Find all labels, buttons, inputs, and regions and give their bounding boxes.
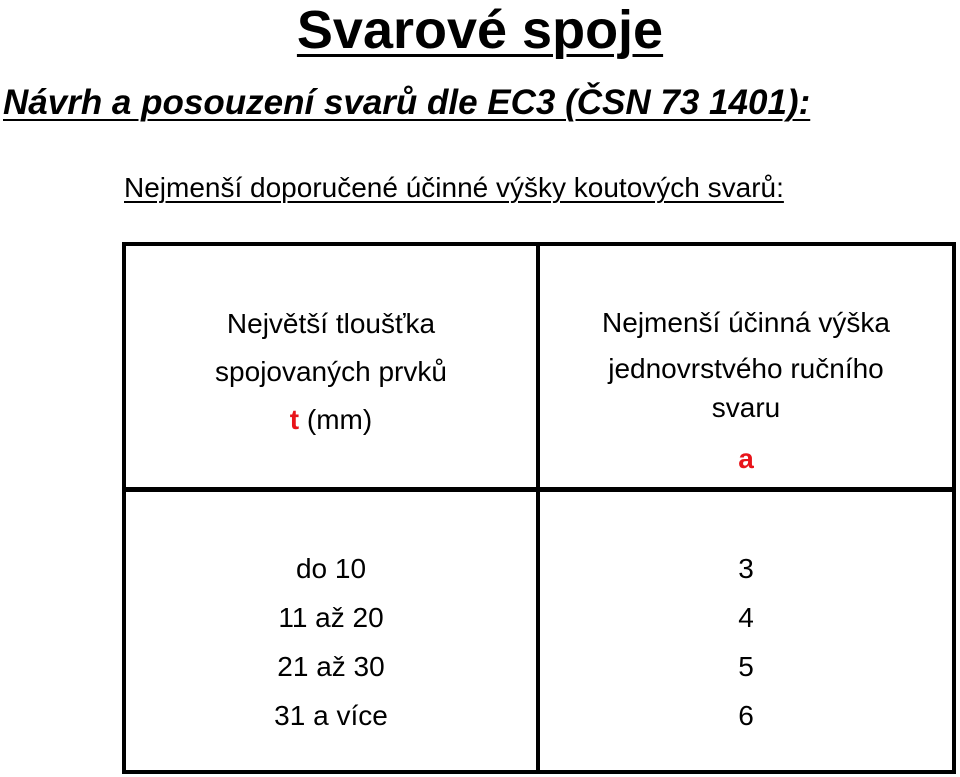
table-column-thickness: [126, 544, 536, 740]
header-thickness-line2: spojovaných prvků: [215, 356, 447, 387]
header-throat-line2: jednovrstvého ručního: [608, 353, 884, 384]
table-cell-thickness: 21 až 30: [277, 651, 385, 682]
header-throat-line1: Nejmenší účinná výška: [602, 307, 890, 338]
header-thickness-symbol-line: [126, 396, 536, 444]
page-title-text: Svarové spoje: [296, 0, 664, 60]
header-thickness-line1: Největší tloušťka: [226, 308, 436, 339]
table-cell-throat: 4: [738, 602, 754, 633]
page-subtitle: Návrh a posouzení svarů dle EC3 (ČSN 73 1401):: [3, 83, 811, 122]
table-column-throat: [540, 544, 952, 740]
table-cell-thickness: 11 až 20: [278, 602, 384, 633]
page-title: [0, 0, 960, 60]
thickness-symbol: t: [289, 404, 300, 435]
table-cell-throat: 6: [738, 700, 754, 731]
section-heading: Nejmenší doporučené účinné výšky koutových svarů:: [124, 172, 784, 203]
throat-symbol: a: [738, 443, 754, 474]
table-cell-throat: 3: [738, 553, 754, 584]
table-header-thickness: [126, 300, 536, 444]
table-cell-thickness: do 10: [295, 553, 367, 584]
table-cell-thickness: 31 a více: [274, 700, 388, 731]
thickness-unit: (mm): [306, 404, 373, 435]
table-cell-throat: 5: [738, 651, 754, 682]
header-throat-line3: svaru: [711, 392, 781, 423]
table-header-throat: [540, 300, 952, 494]
